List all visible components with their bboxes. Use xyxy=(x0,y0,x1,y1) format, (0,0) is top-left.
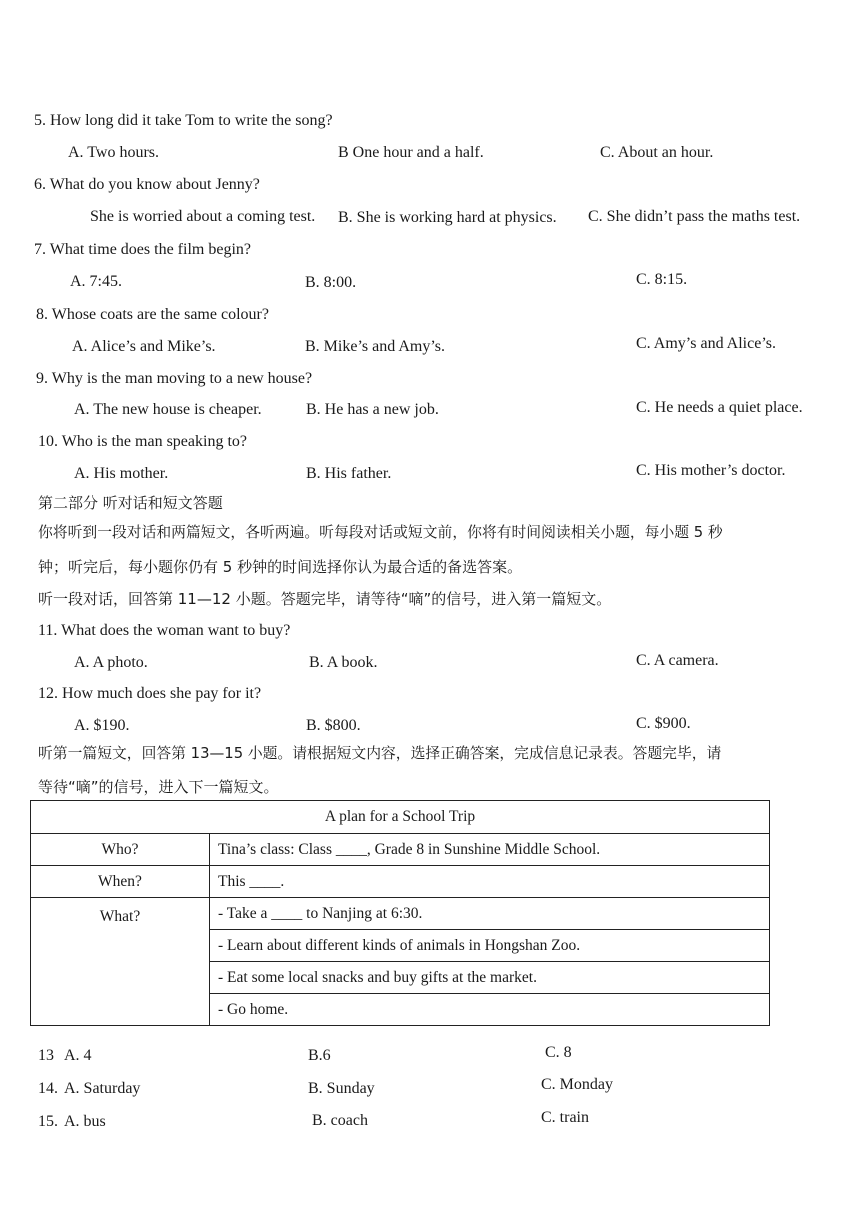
q11-option-b: B. A book. xyxy=(309,654,378,671)
q10-option-b: B. His father. xyxy=(306,465,392,482)
dialogue-instruction: 听一段对话，回答第 11—12 小题。答题完毕，请等待“嘀”的信号，进入第一篇短文。 xyxy=(38,590,612,608)
q10-option-c: C. His mother’s doctor. xyxy=(636,462,786,479)
question-10: 10. Who is the man speaking to? xyxy=(38,433,247,450)
what-item: - Eat some local snacks and buy gifts at the market. xyxy=(210,962,770,994)
q13-option-a: A. 4 xyxy=(64,1047,92,1064)
when-label: When? xyxy=(31,866,210,898)
who-label: Who? xyxy=(31,834,210,866)
q15-option-b: B. coach xyxy=(312,1112,368,1129)
q13-option-b: B.6 xyxy=(308,1047,331,1064)
q6-option-b: B. She is working hard at physics. xyxy=(338,209,557,226)
q8-option-a: A. Alice’s and Mike’s. xyxy=(72,338,216,355)
q9-option-b: B. He has a new job. xyxy=(306,401,439,418)
when-value: This ____. xyxy=(210,866,770,898)
question-6: 6. What do you know about Jenny? xyxy=(34,176,260,193)
q13-number: 13 xyxy=(38,1047,54,1064)
q9-option-a: A. The new house is cheaper. xyxy=(74,401,262,418)
q11-option-c: C. A camera. xyxy=(636,652,719,669)
part-2-intro-line-2: 钟；听完后，每小题你仍有 5 秒钟的时间选择你认为最合适的备选答案。 xyxy=(38,558,523,576)
q13-option-c: C. 8 xyxy=(545,1044,572,1061)
what-item: - Learn about different kinds of animals in Hongshan Zoo. xyxy=(210,930,770,962)
question-9: 9. Why is the man moving to a new house? xyxy=(36,370,313,387)
q6-option-a: She is worried about a coming test. xyxy=(90,208,316,225)
part-2-heading: 第二部分 听对话和短文答题 xyxy=(38,494,223,512)
q12-option-b: B. $800. xyxy=(306,717,361,734)
q11-option-a: A. A photo. xyxy=(74,654,148,671)
question-5: 5. How long did it take Tom to write the song? xyxy=(34,112,333,129)
q15-option-c: C. train xyxy=(541,1109,589,1126)
q12-option-c: C. $900. xyxy=(636,715,691,732)
plan-table-title: A plan for a School Trip xyxy=(31,801,770,834)
q5-option-c: C. About an hour. xyxy=(600,144,714,161)
q5-option-b: B One hour and a half. xyxy=(338,144,484,161)
q10-option-a: A. His mother. xyxy=(74,465,169,482)
q9-option-c: C. He needs a quiet place. xyxy=(636,399,803,416)
q7-option-b: B. 8:00. xyxy=(305,274,357,291)
q15-number: 15. xyxy=(38,1113,58,1130)
q7-option-a: A. 7:45. xyxy=(70,273,122,290)
what-item: - Go home. xyxy=(210,994,770,1026)
q14-option-c: C. Monday xyxy=(541,1076,613,1093)
q8-option-b: B. Mike’s and Amy’s. xyxy=(305,338,446,355)
question-7: 7. What time does the film begin? xyxy=(34,241,251,258)
q14-option-b: B. Sunday xyxy=(308,1080,375,1097)
q14-option-a: A. Saturday xyxy=(64,1080,141,1097)
q15-option-a: A. bus xyxy=(64,1113,106,1130)
school-trip-plan-table xyxy=(30,800,770,1026)
what-item: - Take a ____ to Nanjing at 6:30. xyxy=(210,898,770,930)
passage-instruction-line-1: 听第一篇短文，回答第 13—15 小题。请根据短文内容，选择正确答案，完成信息记录表。答题完毕，请 xyxy=(38,745,722,762)
question-8: 8. Whose coats are the same colour? xyxy=(36,306,269,323)
question-11: 11. What does the woman want to buy? xyxy=(38,622,291,639)
q5-option-a: A. Two hours. xyxy=(68,144,160,161)
what-label: What? xyxy=(31,898,210,1026)
q6-option-c: C. She didn’t pass the maths test. xyxy=(588,208,801,225)
question-12: 12. How much does she pay for it? xyxy=(38,685,262,702)
passage-instruction-line-2: 等待“嘀”的信号，进入下一篇短文。 xyxy=(38,778,279,796)
part-2-intro-line-1: 你将听到一段对话和两篇短文，各听两遍。听每段对话或短文前，你将有时间阅读相关小题，每小题 5 秒 xyxy=(38,524,723,541)
q8-option-c: C. Amy’s and Alice’s. xyxy=(636,335,776,352)
q14-number: 14. xyxy=(38,1080,58,1097)
who-value: Tina’s class: Class ____, Grade 8 in Sunshine Middle School. xyxy=(210,834,770,866)
q7-option-c: C. 8:15. xyxy=(636,271,688,288)
q12-option-a: A. $190. xyxy=(74,717,130,734)
